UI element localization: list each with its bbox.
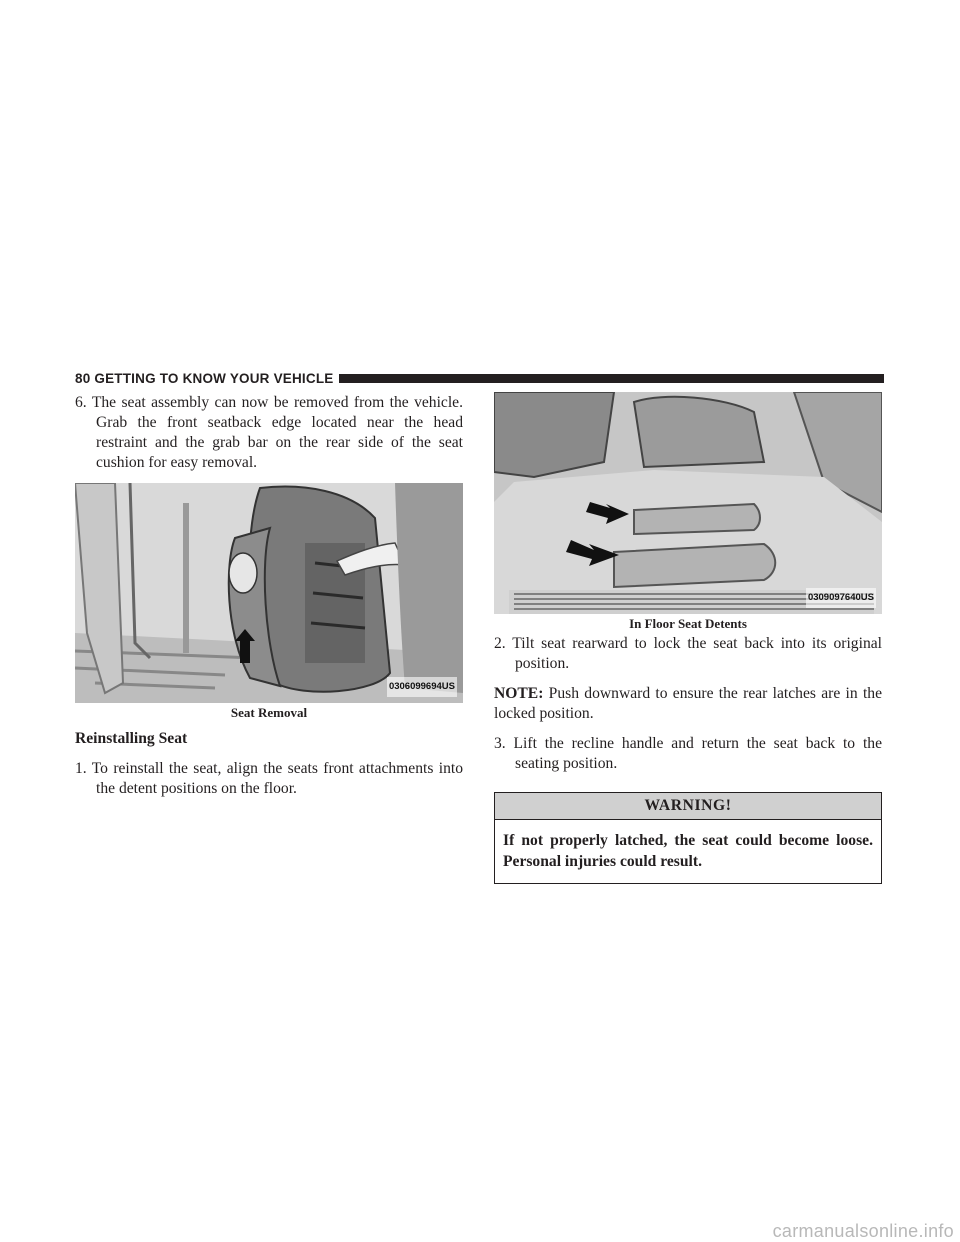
- step-1: 1. To reinstall the seat, align the seats front attachments into the detent positions on the floor.: [75, 760, 463, 797]
- note-text: Push downward to ensure the rear latches are in the locked position.: [494, 685, 882, 722]
- floor-detents-illustration: [494, 392, 882, 614]
- seat-removal-illustration: [75, 483, 463, 703]
- figure-code: 0306099694US: [387, 677, 457, 697]
- warning-title: WARNING!: [495, 793, 881, 820]
- left-column: [75, 393, 463, 799]
- floor-detents-figure: [494, 392, 882, 614]
- warning-body: If not properly latched, the seat could become loose. Personal injuries could result.: [503, 832, 873, 870]
- warning-box: [494, 792, 882, 884]
- note: [494, 684, 882, 724]
- seat-removal-figure: [75, 483, 463, 703]
- figure-code: 0309097640US: [806, 588, 876, 608]
- header-rule: [339, 374, 884, 383]
- section-heading: Reinstalling Seat: [75, 730, 188, 747]
- page-header: [75, 370, 884, 386]
- seat-removal-caption: Seat Removal: [230, 705, 308, 720]
- floor-detents-caption: In Floor Seat Detents: [629, 616, 747, 631]
- step-6: 6. The seat assembly can now be removed from the vehicle. Grab the front seatback edge located near the head restraint and the grab bar on the rear side of the seat cushion for easy removal.: [75, 394, 463, 471]
- watermark: carmanualsonline.info: [772, 1221, 954, 1241]
- step-2: 2. Tilt seat rearward to lock the seat back into its original position.: [494, 635, 882, 672]
- page-header-text: 80 GETTING TO KNOW YOUR VEHICLE: [75, 370, 334, 386]
- note-label: NOTE:: [494, 685, 544, 702]
- right-column: [494, 392, 882, 884]
- step-3: 3. Lift the recline handle and return the seat back to the seating position.: [494, 735, 882, 772]
